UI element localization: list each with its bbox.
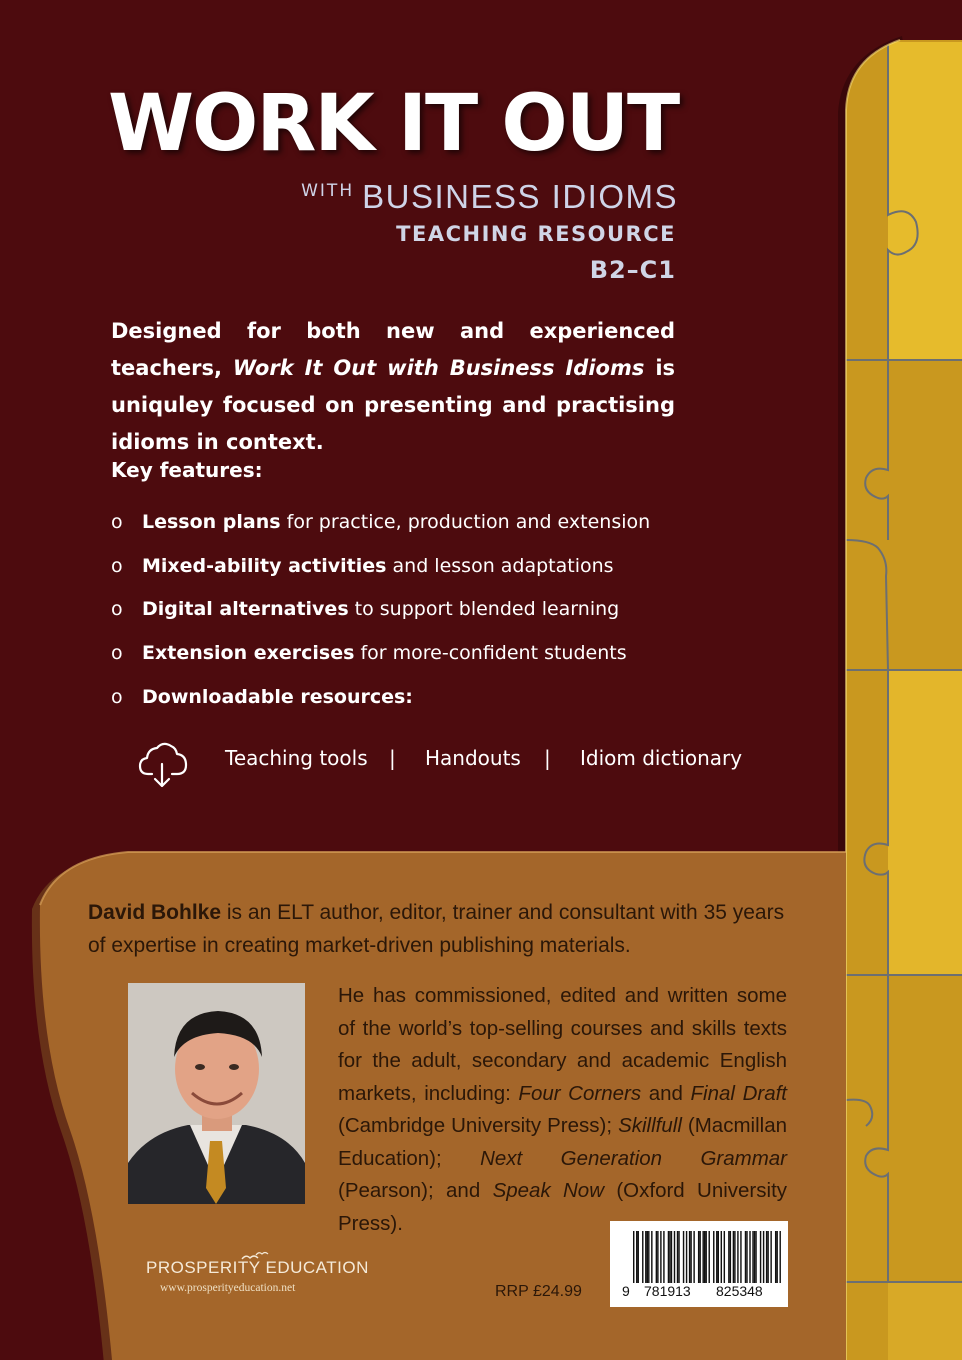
author-photo — [128, 983, 305, 1204]
bio-title: Next Generation Grammar — [480, 1146, 787, 1170]
bullet: o — [111, 598, 123, 621]
barcode-bar — [730, 1231, 731, 1283]
features-heading: Key features: — [111, 458, 263, 482]
download-item: Idiom dictionary — [580, 746, 743, 770]
barcode-bar — [656, 1231, 657, 1283]
barcode-bar — [705, 1231, 706, 1283]
barcode-bar — [660, 1231, 661, 1283]
birds-icon — [240, 1250, 270, 1264]
bio-text: and — [648, 1081, 683, 1105]
bio-title: Skillfull — [618, 1114, 682, 1137]
feature-text: to support blended learning — [354, 598, 620, 621]
barcode-bar — [766, 1231, 767, 1283]
publisher-name: PROSPERITY EDUCATION — [146, 1258, 369, 1277]
author-summary — [88, 896, 788, 962]
bio-text: (Pearson); and — [338, 1179, 481, 1202]
barcode-bar — [678, 1231, 679, 1283]
barcode-bar — [721, 1231, 722, 1283]
barcode-bar — [657, 1231, 658, 1283]
feature-text: for more-confident students — [360, 642, 627, 665]
barcode-bar — [709, 1231, 710, 1283]
separator: | — [389, 746, 396, 770]
bullet: o — [111, 642, 123, 665]
barcode-bar — [698, 1231, 699, 1283]
intro-book-title: Work It Out with Business Idioms — [232, 356, 645, 380]
barcode-bar — [775, 1231, 776, 1283]
barcode-bar — [740, 1231, 741, 1283]
isbn-barcode — [610, 1221, 788, 1307]
barcode-bar — [645, 1231, 646, 1283]
barcode-bars — [633, 1231, 781, 1283]
separator: | — [544, 746, 551, 770]
barcode-bar — [633, 1231, 634, 1283]
feature-text: and lesson adaptations — [392, 554, 614, 577]
barcode-bar — [745, 1231, 746, 1283]
bio-text: (Cambridge University Press); — [338, 1114, 613, 1137]
author-name: David Bohlke — [88, 901, 222, 924]
barcode-bar — [716, 1231, 717, 1283]
bio-text: (Macmillan Education); — [338, 1114, 788, 1170]
intro-lead: Designed for both new and experienced teachers, — [111, 319, 675, 380]
barcode-bar — [693, 1231, 694, 1283]
barcode-bar — [690, 1231, 691, 1283]
publisher-logo — [146, 1258, 369, 1294]
barcode-bar — [683, 1231, 684, 1283]
level-label: B2–C1 — [589, 256, 676, 284]
author-bio — [338, 980, 787, 1240]
barcode-bar — [752, 1231, 753, 1283]
bio-title: Final Draft — [690, 1081, 787, 1105]
barcode-bar — [733, 1231, 734, 1283]
barcode-digits: 825348 — [716, 1283, 763, 1299]
barcode-bar — [724, 1231, 725, 1283]
barcode-bar — [677, 1231, 678, 1283]
resource-label: TEACHING RESOURCE — [396, 222, 676, 246]
barcode-bar — [776, 1231, 777, 1283]
barcode-bar — [779, 1231, 780, 1283]
barcode-digits: 781913 — [644, 1283, 691, 1299]
feature-bold: Digital alternatives — [142, 598, 349, 621]
barcode-bar — [699, 1231, 700, 1283]
barcode-bar — [668, 1231, 669, 1283]
barcode-bar — [636, 1231, 637, 1283]
barcode-bar — [754, 1231, 755, 1283]
barcode-bar — [647, 1231, 648, 1283]
bio-text: He has commissioned, edited and written some of the world’s top-selling courses and skills texts for the adult, secondary and academic English markets, including: — [338, 984, 787, 1105]
barcode-bar — [713, 1231, 714, 1283]
barcode-bar — [689, 1231, 690, 1283]
barcode-bar — [760, 1231, 761, 1283]
barcode-bar — [674, 1231, 675, 1283]
book-subtitle: BUSINESS IDIOMS — [362, 178, 678, 215]
download-item: Teaching tools — [225, 746, 368, 770]
price-label: RRP £24.99 — [495, 1283, 582, 1300]
barcode-bar — [767, 1231, 768, 1283]
barcode-bar — [671, 1231, 672, 1283]
barcode-bar — [755, 1231, 756, 1283]
with-label: WITH — [301, 181, 355, 201]
book-title: WORK IT OUT — [108, 79, 679, 169]
barcode-bar — [728, 1231, 729, 1283]
barcode-bar — [734, 1231, 735, 1283]
barcode-bar — [651, 1231, 652, 1283]
barcode-bar — [763, 1231, 764, 1283]
barcode-bar — [718, 1231, 719, 1283]
barcode-bar — [638, 1231, 639, 1283]
barcode-bar — [749, 1231, 750, 1283]
bio-text: (Oxford University Press). — [338, 1179, 788, 1235]
barcode-bar — [663, 1231, 664, 1283]
feature-bold: Mixed-ability activities — [142, 554, 387, 577]
bullet: o — [111, 511, 123, 533]
author-summary-text: is an ELT author, editor, trainer and consultant with 35 years of expertise in creating market-driven publishing materials. — [88, 901, 785, 957]
feature-bold: Downloadable resources: — [142, 685, 413, 708]
bullet: o — [111, 685, 123, 708]
bio-title: Four Corners — [518, 1081, 642, 1105]
barcode-bar — [770, 1231, 771, 1283]
barcode-bar — [642, 1231, 643, 1283]
publisher-url: www.prosperityeducation.net — [160, 1282, 296, 1294]
barcode-bar — [746, 1231, 747, 1283]
barcode-bar — [704, 1231, 705, 1283]
barcode-bar — [648, 1231, 649, 1283]
intro-rest: is uniquley focused on presenting and practising idioms in context. — [111, 356, 676, 454]
bio-title: Speak Now — [492, 1179, 605, 1202]
barcode-digit: 9 — [622, 1283, 630, 1299]
feature-text: for practice, production and extension — [286, 511, 651, 533]
barcode-bar — [702, 1231, 703, 1283]
feature-bold: Lesson plans — [142, 511, 281, 533]
barcode-bar — [737, 1231, 738, 1283]
bullet: o — [111, 554, 123, 577]
download-item: Handouts — [425, 746, 521, 770]
barcode-bar — [686, 1231, 687, 1283]
barcode-bar — [669, 1231, 670, 1283]
feature-bold: Extension exercises — [142, 642, 355, 665]
